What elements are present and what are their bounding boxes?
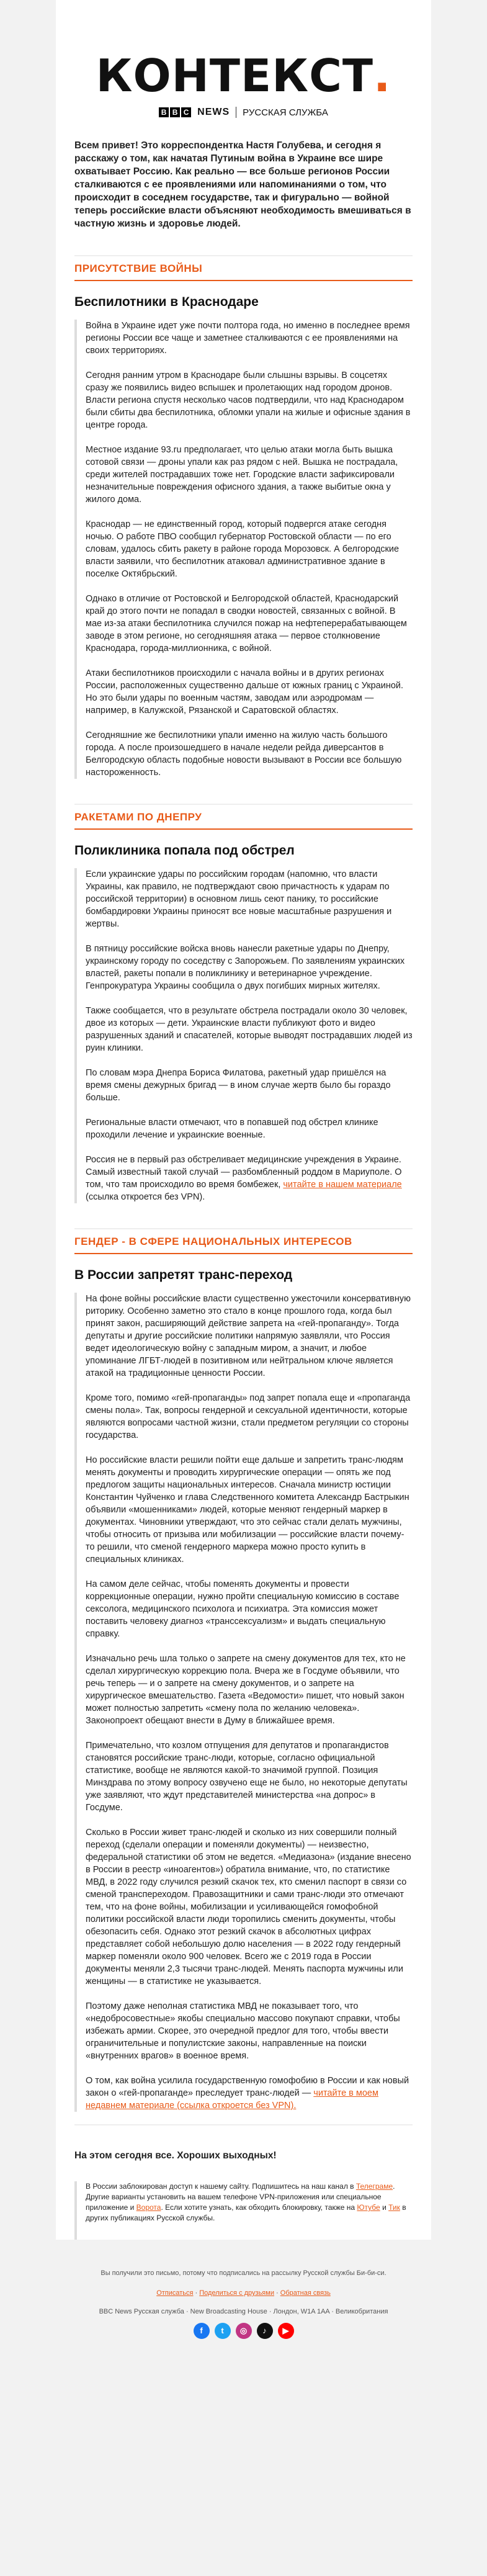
tiktok-icon[interactable]: ♪	[257, 2323, 273, 2339]
footer-address: BBC News Русская служба · New Broadcasting House · Лондон, W1A 1AA · Великобритания	[99, 2308, 388, 2315]
article-title: Поликлиника попала под обстрел	[74, 843, 295, 858]
article-body	[74, 1293, 413, 2112]
article-paragraph: На самом деле сейчас, чтобы поменять документы и провести коррекционные операции, нужно пройти специальную комиссию в составе сексолога, медицинского психолога и психиатра. Эта комиссия может поставить человеку диагноз «транссексуализм» и выдать специальную справку.	[86, 1579, 400, 1639]
social-links	[0, 2323, 487, 2339]
footer-links: Отписаться · Поделиться с друзьями · Обратная связь	[156, 2289, 331, 2297]
section-divider	[74, 828, 413, 830]
article-body	[74, 320, 413, 779]
article-paragraph: Краснодар — не единственный город, который подвергся атаке сегодня ночью. О работе ПВО сообщил губернатор Ростовской области — по его словам, удалось сбить ракету в районе города Морозовск. А белгородские власти заявили, что беспилотник атаковал административное здание в поселке Октябрьский.	[86, 519, 400, 579]
article-paragraph: Примечательно, что козлом отпущения для депутатов и пропагандистов становятся российские транс-люди, которые, согласно официальной статистике, вообще не являются какой-то значимой группой. Позиция Минздрава по этому вопросу озвучено еще не было, но некоторые депутаты уже заявляют, что ждут представителей министерства «на допрос» в Госдуме.	[86, 1741, 408, 1813]
facebook-icon[interactable]: f	[194, 2323, 210, 2339]
service-label: РУССКАЯ СЛУЖБА	[243, 107, 328, 118]
article-paragraph: На фоне войны российские власти существенно ужесточили консервативную риторику. Особенно заметно это стало в конце прошлого года, когда был принят закон, расширяющий действие запрета на «гей-пропаганду». Тогда депутаты и другие российские политики напрямую заявляли, что Россия ведет идеологическую войну с западным миром, а значит, и любое упоминание ЛГБТ-людей в позитивном или нейтральном ключе является атакой на традиционные ценности России.	[86, 1294, 411, 1378]
feedback-link[interactable]: Обратная связь	[280, 2289, 331, 2297]
article-paragraph: Война в Украине идет уже почти полтора года, но именно в последнее время регионы России все чаще и заметнее сталкиваются с ее проявлениями на своих территориях.	[86, 321, 410, 356]
article-paragraph: В пятницу российские войска вновь нанесли ракетные удары по Днепру, украинскому городу по соседству с Запорожьем. По заявлениям украинских властей, ракеты попали в поликлинику и ветеринарное учреждение. Генпрокуратура Украины сообщила о двух погибших мирных жителях.	[86, 944, 405, 991]
news-label: NEWS	[197, 107, 230, 117]
share-link[interactable]: Поделиться с друзьями	[199, 2289, 274, 2297]
section-label: ГЕНДЕР - В СФЕРЕ НАЦИОНАЛЬНЫХ ИНТЕРЕСОВ	[74, 1236, 352, 1247]
article-paragraph: Однако в отличие от Ростовской и Белгородской областей, Краснодарский край до этого почти не попадал в сводки новостей, связанных с войной. В мае из-за атаки беспилотника случился пожар на нефтеперерабатывающем заводе в этом регионе, но сегодняшняя атака — первое столкновение Краснодара, города-миллионника, с войной.	[86, 594, 407, 653]
article-paragraph: Россия не в первый раз обстреливает медицинские учреждения в Украине. Самый известный такой случай — разбомбленный роддом в Мариуполе. О том, что там происходило во время бомбежек, читайте в нашем материале (ссылка откроется без VPN).	[86, 1155, 402, 1202]
instagram-icon[interactable]: ◎	[236, 2323, 252, 2339]
article-paragraph: По словам мэра Днепра Бориса Филатова, ракетный удар пришёлся на время смены дежурных бригад — в ином случае жертв было бы гораздо больше.	[86, 1068, 391, 1103]
article-paragraph: Изначально речь шла только о запрете на смену документов для тех, кто не сделал хирургическую коррекцию пола. Вчера же в Госдуме объявили, что речь теперь — и о запрете на смену документов, и о запрете на хирургическое вмешательство. Газета «Ведомости» пишет, что новый закон может полностью запретить «смену пола по желанию человека». Законопроект обещают внести в Думу в ближайшее время.	[86, 1654, 406, 1726]
youtube-icon[interactable]: ▶	[278, 2323, 294, 2339]
section-header	[74, 255, 413, 281]
article-paragraph: Сколько в России живет транс-людей и сколько из них совершили полный переход (сделали операции и поменяли документы) — неизвестно, федеральной статистики об этом не ведется. «Медиазона» (издание внесено в России в реестр «иноагентов») обратила внимание, что, по статистике МВД, в 2022 году случился резкий скачок тех, кто сменил паспорт в связи со сменой транспереходом. Правозащитники и сами транс-люди это отмечают тем, что на фоне войны, мобилизации и усиливающейся гомофобной политики российской власти люди торопились сменить документы, чтобы обезопасить себя. Однако этот резкий скачок в абсолютных цифрах представляет собой небольшую долю населения — в 2022 году гендерный маркер поменяли около 900 человек. Всего же с 2019 года в России документы меняли 2,3 тысячи транс-людей. Менять паспорта мужчины или женщины — в статистике не указывается.	[86, 1828, 411, 1986]
sections	[74, 255, 413, 2112]
outro-text: На этом сегодня все. Хороших выходных!	[74, 2124, 413, 2173]
article-paragraph: Сегодняшние же беспилотники упали именно на жилую часть большого города. А после произошедшего в начале недели рейда диверсантов в Белгородскую область подобные новости вызывают в России все большую настороженность.	[86, 730, 402, 778]
article-link[interactable]: читайте в моем недавнем материале (ссылка откроется без VPN).	[86, 2088, 378, 2111]
article-paragraph: Сегодня ранним утром в Краснодаре были слышны взрывы. В соцсетях сразу же появились видео вспышек и пролетающих над городом дронов. Власти региона спустя несколько часов подтвердили, что над Краснодаром были сбиты два беспилотника, обломки упали на жилые и офисные здания в центре города.	[86, 370, 411, 430]
article-title: Беспилотники в Краснодаре	[74, 295, 259, 309]
article-paragraph: Также сообщается, что в результате обстрела пострадали около 30 человек, двое из которых — дети. Украинские власти публикуют фото и видео разрушенных зданий и спасателей, которые выводят пострадавших людей из руин клиники.	[86, 1006, 413, 1053]
vpn-link[interactable]: Ворота	[136, 2203, 161, 2212]
footer	[0, 2240, 487, 2358]
article-paragraph: О том, как война усилила государственную гомофобию в России и как новый закон о «гей-пропаганде» преследует транс-людей — читайте в моем недавнем материале (ссылка откроется без VPN).	[86, 2076, 409, 2111]
section-label: РАКЕТАМИ ПО ДНЕПРУ	[74, 811, 202, 823]
article-body	[74, 868, 413, 1203]
twitter-icon[interactable]: t	[215, 2323, 231, 2339]
header	[74, 0, 413, 118]
article-link[interactable]: читайте в нашем материале	[283, 1180, 402, 1190]
section-label: ПРИСУТСТВИЕ ВОЙНЫ	[74, 263, 203, 274]
article-paragraph: Атаки беспилотников происходили с начала войны и в других регионах России, расположенных существенно дальше от южных границ с Украиной. Но это были удары по военным частям, заводам или аэродромам — например, в Калужской, Рязанской и Саратовской областях.	[86, 668, 404, 716]
article-paragraph: Кроме того, помимо «гей-пропаганды» под запрет попала еще и «пропаганда смены пола». Так, вопросы гендерной и сексуальной идентичности, которые являются вопросами частной жизни, стали предметом регуляции со стороны государства.	[86, 1393, 411, 1440]
section-header	[74, 804, 413, 830]
kontekst-logo[interactable]: КОНТЕКСТ.	[96, 50, 391, 102]
bbc-logo: B B C	[159, 107, 191, 117]
section-divider	[74, 280, 413, 281]
article-paragraph: Если украинские удары по российским городам (напомню, что власти Украины, как правило, не подтверждают свою причастность к ударам по российской территории) в основном лишь сеют панику, то российские бомбардировки Украины приносят все новые масштабные разрушения и жертвы.	[86, 869, 392, 929]
subscription-note: Вы получили это письмо, потому что подписались на рассылку Русской службы Би-би-си.	[101, 2269, 386, 2277]
youtube-link[interactable]: Тик	[388, 2203, 400, 2212]
vpn-notice: В России заблокирован доступ к нашему сайту. Подпишитесь на наш канал в Телеграме. Другие варианты установить на вашем телефоне VPN-приложения или специальное приложение и Ворота. Если хотите узнать, как обходить блокировку, также на Ютубе и Тик в других публикациях Русской службы.	[74, 2181, 413, 2240]
article-paragraph: Местное издание 93.ru предполагает, что целью атаки могла быть вышка сотовой связи — дроны упали как раз рядом с ней. Вышка не пострадала, среди жителей пострадавших тоже нет. Городские власти зафиксировали незначительные повреждения офисного здания, а также выбитые окна у жилого дома.	[86, 445, 398, 505]
section-header	[74, 1228, 413, 1254]
article-paragraph: Но российские власти решили пойти еще дальше и запретить транс-людям менять документы и проводить хирургические операции — опять же под предлогом защиты национальных интересов. Сначала министр юстиции Константин Чуйченко и глава Следственного комитета Александр Бастрыкин объявили «мошенниками» людей, которые меняют гендерный маркер в документах. Чиновники утверждают, что это сейчас стали делать мужчины, чтобы относить от призыва или мобилизации — российские власти почему-то решили, что сменой гендерного маркера можно просто купить в специальных клиниках.	[86, 1455, 409, 1564]
article-title: В России запретят транс-переход	[74, 1268, 293, 1282]
article-paragraph: Поэтому даже неполная статистика МВД не показывает того, что «недобросовестные» якобы специально массово покупают справки, чтобы избежать армии. Скорее, это очередной предлог для того, чтобы ввести ограничительные и популистские законы, направленные на поиски «внутренних врагов» в военное время.	[86, 2001, 400, 2061]
article-paragraph: Региональные власти отмечают, что в попавшей под обстрел клинике проходили лечение и украинские военные.	[86, 1118, 378, 1140]
telegram-link[interactable]: Телеграме	[355, 2182, 393, 2191]
newsletter-sheet	[56, 0, 431, 2240]
intro-text: Всем привет! Это корреспондентка Настя Голубева, и сегодня я расскажу о том, как начатая Путиным война в Украине все шире охватывает Россию. Как реально — все больше регионов России сталкиваются с ее проявлениями или напоминаниями о том, что происходит в соседнем государстве, так и фигурально — войной теперь российские власти объясняют необходимость вмешиваться в частную жизнь и здоровье людей.	[74, 140, 411, 229]
tiktok-link[interactable]: Ютубе	[357, 2203, 380, 2212]
bbc-russian-brand	[74, 107, 413, 118]
unsubscribe-link[interactable]: Отписаться	[156, 2289, 194, 2297]
section-divider	[74, 1253, 413, 1254]
